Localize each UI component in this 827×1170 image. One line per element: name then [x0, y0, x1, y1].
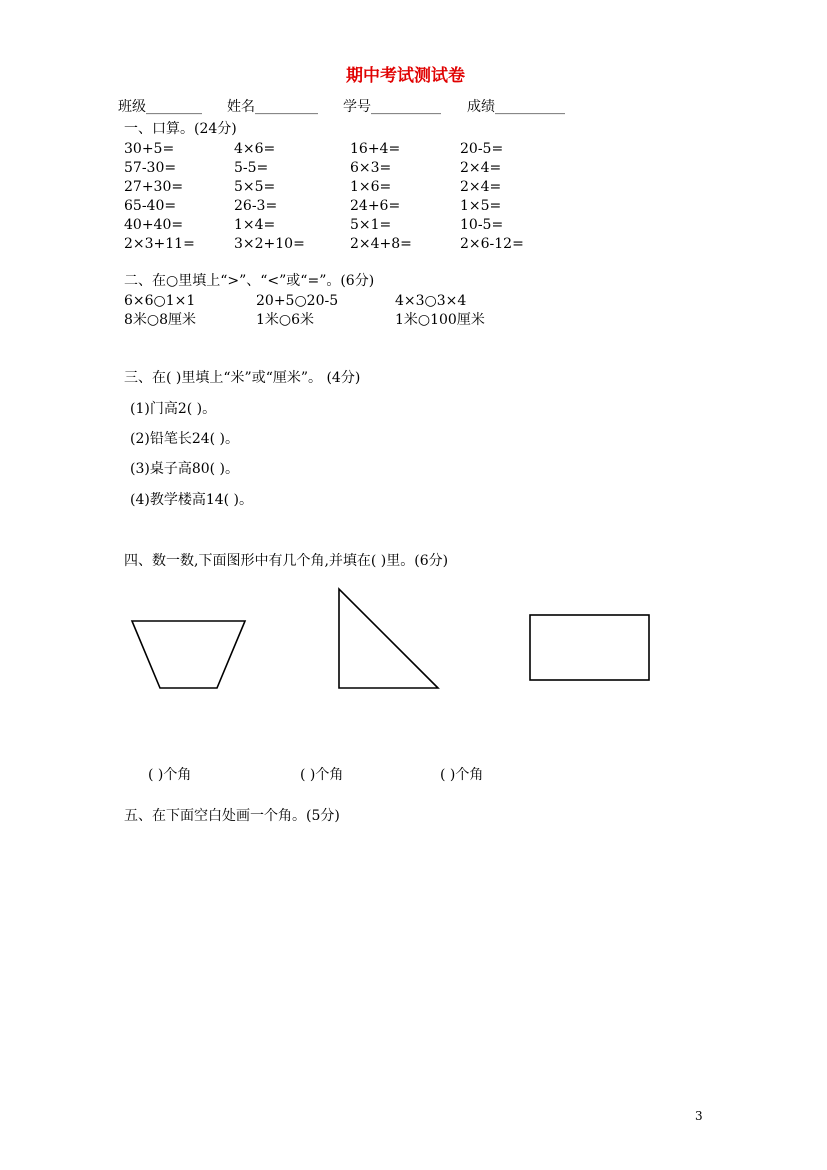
q1-item: 40+40= — [124, 217, 184, 233]
q2-item: 1米○6米 — [256, 312, 315, 328]
q1-item: 4×6= — [234, 141, 276, 157]
q1-item: 2×4= — [460, 160, 502, 176]
q1-item: 30+5= — [124, 141, 175, 157]
class-field: 班级________ — [118, 99, 202, 115]
q1-item: 5×1= — [350, 217, 392, 233]
triangle-shape — [339, 589, 438, 688]
rectangle-shape — [530, 615, 649, 680]
q3-item: (4)教学楼高14( )。 — [130, 492, 254, 508]
q4-answer: ( )个角 — [300, 767, 344, 783]
q3-item: (3)桌子高80( )。 — [130, 461, 240, 477]
q2-item: 4×3○3×4 — [395, 293, 467, 309]
q2-item: 8米○8厘米 — [124, 312, 197, 328]
student-number-field: 学号__________ — [343, 99, 441, 115]
q1-item: 65-40= — [124, 198, 177, 214]
page-number: 3 — [695, 1109, 703, 1123]
q1-item: 2×4+8= — [350, 236, 412, 252]
q1-item: 27+30= — [124, 179, 184, 195]
q1-item: 26-3= — [234, 198, 278, 214]
q2-item: 6×6○1×1 — [124, 293, 196, 309]
q3-item: (2)铅笔长24( )。 — [130, 431, 240, 447]
q1-item: 20-5= — [460, 141, 504, 157]
q1-item: 57-30= — [124, 160, 177, 176]
q1-item: 5×5= — [234, 179, 276, 195]
q1-item: 1×5= — [460, 198, 502, 214]
name-field: 姓名_________ — [227, 99, 318, 115]
q2-heading: 二、在○里填上“>”、“<”或“=”。(6分) — [124, 273, 375, 289]
q1-item: 2×4= — [460, 179, 502, 195]
q3-heading: 三、在( )里填上“米”或“厘米”。 (4分) — [124, 370, 361, 386]
q2-item: 20+5○20-5 — [256, 293, 339, 309]
page-title: 期中考试测试卷 — [346, 66, 465, 86]
q3-item: (1)门高2( )。 — [130, 401, 217, 417]
q4-answer: ( )个角 — [148, 767, 192, 783]
q1-item: 6×3= — [350, 160, 392, 176]
q4-heading: 四、数一数,下面图形中有几个角,并填在( )里。(6分) — [124, 553, 449, 569]
q4-answer: ( )个角 — [440, 767, 484, 783]
q1-heading: 一、口算。(24分) — [124, 121, 237, 137]
trapezoid-shape — [132, 621, 245, 688]
score-field: 成绩__________ — [467, 99, 565, 115]
q1-item: 5-5= — [234, 160, 269, 176]
q2-item: 1米○100厘米 — [395, 312, 485, 328]
q1-item: 2×3+11= — [124, 236, 195, 252]
q1-item: 2×6-12= — [460, 236, 524, 252]
q1-item: 3×2+10= — [234, 236, 305, 252]
q1-item: 24+6= — [350, 198, 401, 214]
q1-item: 1×4= — [234, 217, 276, 233]
q1-item: 16+4= — [350, 141, 401, 157]
q5-heading: 五、在下面空白处画一个角。(5分) — [124, 808, 340, 824]
q1-item: 1×6= — [350, 179, 392, 195]
q1-item: 10-5= — [460, 217, 504, 233]
